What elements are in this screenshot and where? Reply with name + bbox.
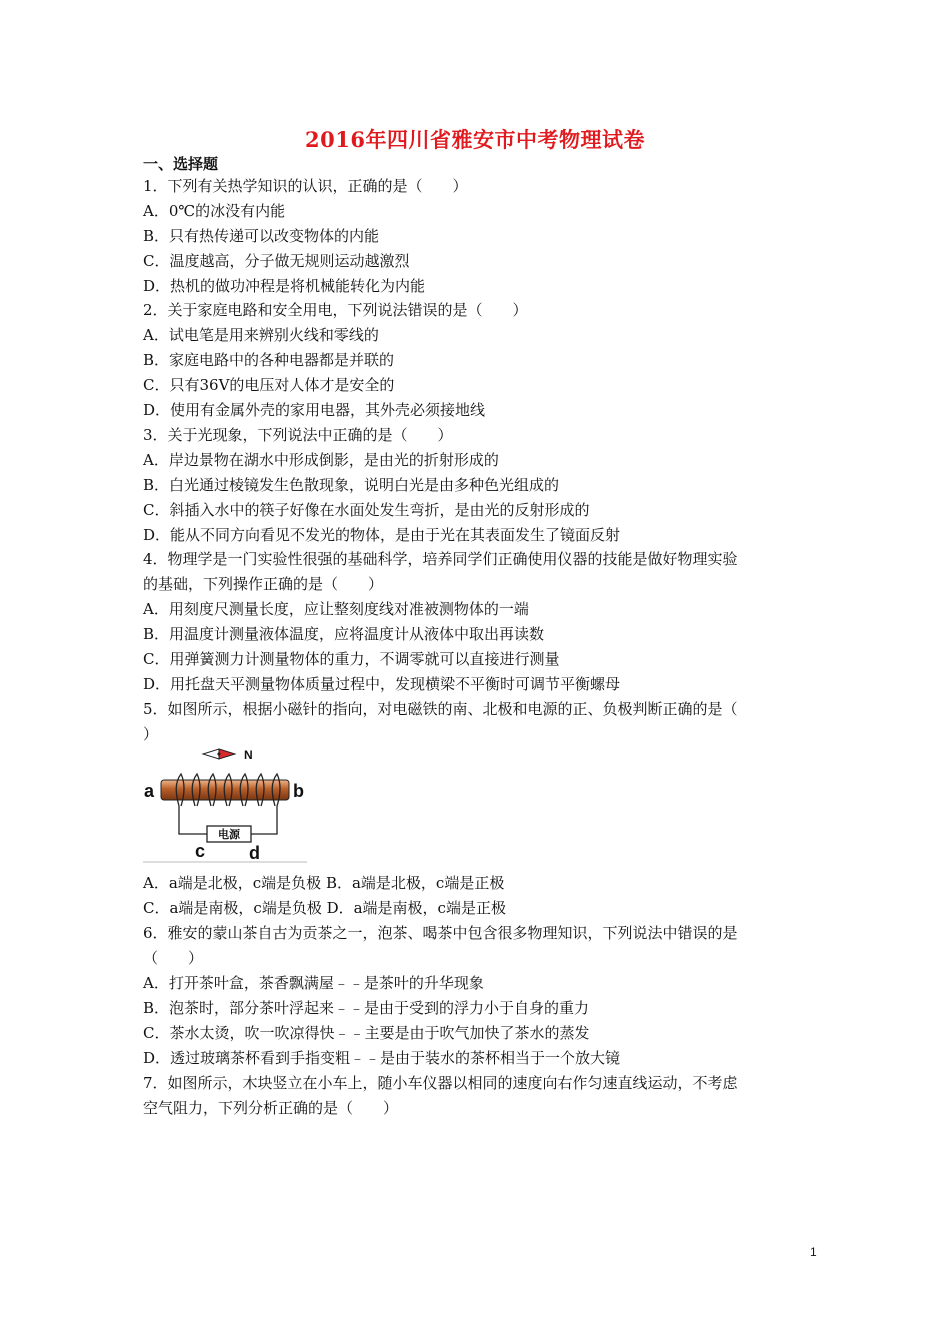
question-1-option-d: D．热机的做功冲程是将机械能转化为内能 — [143, 277, 426, 295]
compass-north-label: N — [244, 748, 253, 762]
electromagnet-figure — [143, 742, 307, 864]
end-d-label: d — [249, 843, 260, 863]
question-5-options-ab: A．a端是北极，c端是负极 B．a端是北极，c端是正极 — [143, 874, 505, 892]
end-a-label: a — [144, 781, 155, 801]
question-3-option-a: A．岸边景物在湖水中形成倒影，是由光的折射形成的 — [143, 451, 499, 469]
question-7-stem-line-2: 空气阻力，下列分析正确的是（ ） — [143, 1099, 399, 1117]
question-4-stem-line-2: 的基础，下列操作正确的是（ ） — [143, 575, 384, 593]
question-7-stem-line-1: 7．如图所示，木块竖立在小车上，随小车仪器以相同的速度向右作匀速直线运动，不考虑 — [143, 1074, 738, 1092]
question-4-option-b: B．用温度计测量液体温度，应将温度计从液体中取出再读数 — [143, 625, 545, 643]
question-1-option-b: B．只有热传递可以改变物体的内能 — [143, 227, 380, 245]
question-2-option-b: B．家庭电路中的各种电器都是并联的 — [143, 351, 395, 369]
question-3-stem: 3．关于光现象，下列说法中正确的是（ ） — [143, 426, 453, 444]
question-3-option-d: D．能从不同方向看见不发光的物体，是由于光在其表面发生了镜面反射 — [143, 526, 621, 544]
question-6-option-a: A．打开茶叶盒，茶香飘满屋﹣﹣是茶叶的升华现象 — [143, 974, 484, 992]
question-6-stem-line-2: （ ） — [143, 949, 204, 967]
page-title: 2016年四川省雅安市中考物理试卷 — [305, 127, 645, 152]
question-6-option-c: C．茶水太烫，吹一吹凉得快﹣﹣主要是由于吹气加快了茶水的蒸发 — [143, 1024, 590, 1042]
question-4-stem-line-1: 4．物理学是一门实验性很强的基础科学，培养同学们正确使用仪器的技能是做好物理实验 — [143, 550, 738, 568]
power-source-label: 电源 — [218, 828, 240, 841]
question-4-option-d: D．用托盘天平测量物体质量过程中，发现横梁不平衡时可调节平衡螺母 — [143, 675, 621, 693]
question-1-stem: 1．下列有关热学知识的认识，正确的是（ ） — [143, 177, 468, 195]
section-heading: 一、选择题 — [143, 155, 219, 173]
question-2-stem: 2．关于家庭电路和安全用电，下列说法错误的是（ ） — [143, 301, 528, 319]
question-3-option-c: C．斜插入水中的筷子好像在水面处发生弯折，是由光的反射形成的 — [143, 501, 590, 519]
question-4-option-a: A．用刻度尺测量长度，应让整刻度线对准被测物体的一端 — [143, 600, 529, 618]
question-5-stem-line-2: ） — [143, 725, 159, 743]
question-2-option-d: D．使用有金属外壳的家用电器，其外壳必须接地线 — [143, 401, 486, 419]
page-number: 1 — [810, 1245, 817, 1259]
question-1-option-c: C．温度越高，分子做无规则运动越激烈 — [143, 252, 410, 270]
end-b-label: b — [293, 781, 304, 801]
question-1-option-a: A．0℃的冰没有内能 — [143, 202, 286, 220]
question-4-option-c: C．用弹簧测力计测量物体的重力，不调零就可以直接进行测量 — [143, 650, 560, 668]
question-6-stem-line-1: 6．雅安的蒙山茶自古为贡茶之一，泡茶、喝茶中包含很多物理知识，下列说法中错误的是 — [143, 924, 738, 942]
question-6-option-b: B．泡茶时，部分茶叶浮起来﹣﹣是由于受到的浮力小于自身的重力 — [143, 999, 590, 1017]
question-3-option-b: B．白光通过棱镜发生色散现象，说明白光是由多种色光组成的 — [143, 476, 560, 494]
question-5-stem-line-1: 5．如图所示，根据小磁针的指向，对电磁铁的南、北极和电源的正、负极判断正确的是（ — [143, 700, 738, 718]
question-6-option-d: D．透过玻璃茶杯看到手指变粗﹣﹣是由于装水的茶杯相当于一个放大镜 — [143, 1049, 621, 1067]
question-5-options-cd: C．a端是南极，c端是负极 D．a端是南极，c端是正极 — [143, 899, 506, 917]
end-c-label: c — [195, 841, 206, 861]
compass-needle-icon — [203, 749, 235, 759]
question-2-option-a: A．试电笔是用来辨别火线和零线的 — [143, 326, 379, 344]
question-2-option-c: C．只有36V的电压对人体才是安全的 — [143, 376, 395, 394]
